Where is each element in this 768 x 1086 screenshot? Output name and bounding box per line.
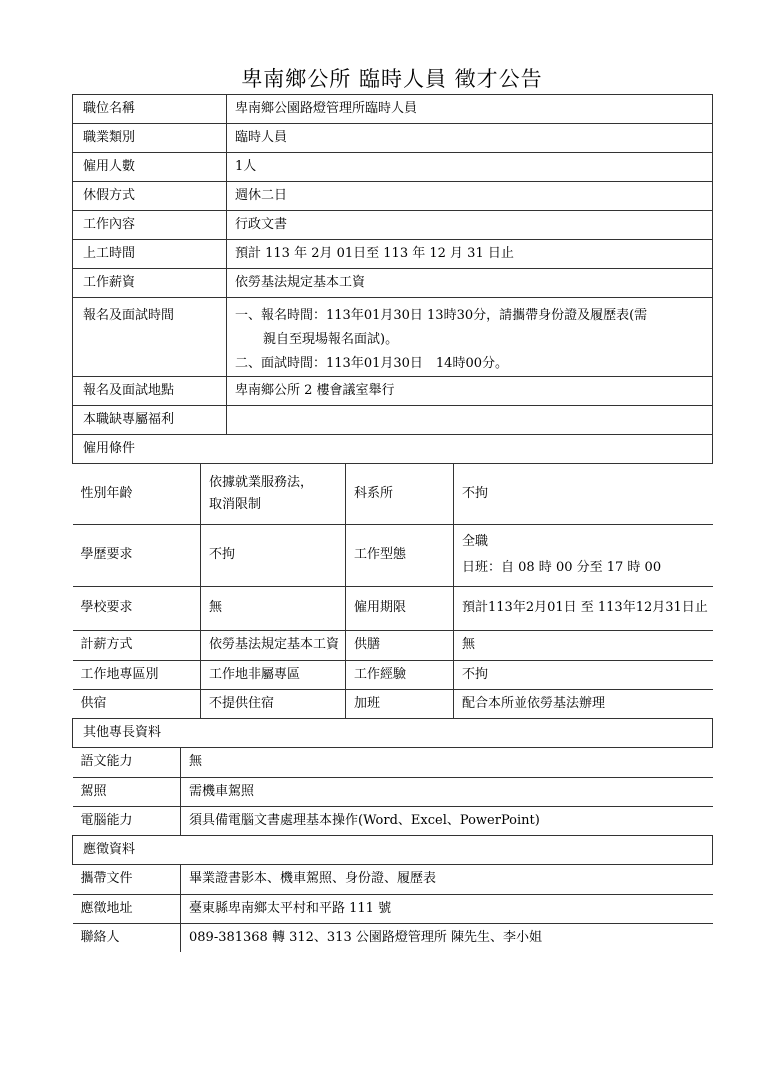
table-row: [73, 211, 713, 240]
condition-value: 無: [201, 586, 346, 630]
section-header: 應徵資料: [73, 836, 713, 865]
table-row: [73, 153, 713, 182]
condition-label: 學校要求: [73, 586, 201, 630]
field-value: [227, 406, 713, 435]
conditions-table: [73, 464, 713, 718]
condition-label: 計薪方式: [73, 630, 201, 660]
field-label: 報名及面試時間: [73, 298, 227, 377]
skill-value: 需機車駕照: [181, 777, 713, 806]
condition-value: 配合本所並依勞基法辦理: [454, 689, 713, 718]
condition-value: 不拘: [454, 464, 713, 524]
field-value: 預計 113 年 2月 01日至 113 年 12 月 31 日止: [227, 240, 713, 269]
condition-value: 不拘: [454, 660, 713, 689]
condition-label: 供宿: [73, 689, 201, 718]
table-row: [73, 660, 713, 689]
skills-block: [73, 748, 713, 836]
apply-value: 089-381368 轉 312、313 公園路燈管理所 陳先生、李小姐: [181, 923, 713, 952]
conditions-row: [73, 464, 713, 719]
condition-label: 加班: [346, 689, 454, 718]
condition-value: 工作地非屬專區: [201, 660, 346, 689]
condition-value: [454, 524, 713, 586]
field-label: 僱用人數: [73, 153, 227, 182]
apply-label: 攜帶文件: [73, 865, 181, 894]
skill-label: 電腦能力: [73, 806, 181, 835]
condition-label: 學歷要求: [73, 524, 201, 586]
apply-value: 臺東縣卑南鄉太平村和平路 111 號: [181, 894, 713, 923]
field-label: 本職缺專屬福利: [73, 406, 227, 435]
field-label: 工作內容: [73, 211, 227, 240]
skill-value: 須具備電腦文書處理基本操作(Word、Excel、PowerPoint): [181, 806, 713, 835]
condition-value: 不拘: [201, 524, 346, 586]
table-row: [73, 377, 713, 406]
table-row: [73, 894, 713, 923]
table-row: [73, 524, 713, 586]
field-value: 卑南鄉公所 2 樓會議室舉行: [227, 377, 713, 406]
field-value: 臨時人員: [227, 124, 713, 153]
interview-time-line1: 一、報名時間：113年01月30日 13時30分，請攜帶身份證及履歷表(需: [235, 308, 648, 323]
skill-value: 無: [181, 748, 713, 777]
interview-time-line1b: 親自至現場報名面試)。: [263, 332, 399, 347]
table-row: [73, 777, 713, 806]
interview-time-line2: 二、面試時間：113年01月30日 14時00分。: [235, 356, 508, 371]
condition-label: 供膳: [346, 630, 454, 660]
table-row: [73, 689, 713, 718]
section-header: 僱用條件: [73, 435, 713, 464]
skills-row: [73, 748, 713, 836]
apply-label: 聯絡人: [73, 923, 181, 952]
condition-label: 工作經驗: [346, 660, 454, 689]
condition-value: 不提供住宿: [201, 689, 346, 718]
field-label: 職業類別: [73, 124, 227, 153]
field-value: 行政文書: [227, 211, 713, 240]
table-row: [73, 182, 713, 211]
field-label: 職位名稱: [73, 95, 227, 124]
apply-block: [73, 865, 713, 953]
table-row: [73, 865, 713, 894]
condition-value: 無: [454, 630, 713, 660]
interview-time-value: [227, 298, 713, 377]
field-value: 週休二日: [227, 182, 713, 211]
condition-label: 工作型態: [346, 524, 454, 586]
field-value: 依勞基法規定基本工資: [227, 269, 713, 298]
condition-value-line: 取消限制: [209, 496, 262, 512]
table-row: [73, 923, 713, 952]
table-row: [73, 630, 713, 660]
condition-value-line: 依據就業服務法，: [209, 474, 314, 490]
table-row: [73, 124, 713, 153]
section-header-row: [73, 435, 713, 464]
section-header-row: [73, 719, 713, 748]
apply-row: [73, 865, 713, 953]
table-row: [73, 406, 713, 435]
condition-label: 工作地專區別: [73, 660, 201, 689]
table-row: [73, 464, 713, 524]
skill-label: 駕照: [73, 777, 181, 806]
field-value: 1人: [227, 153, 713, 182]
field-label: 上工時間: [73, 240, 227, 269]
conditions-block: [73, 464, 713, 719]
table-row: [73, 586, 713, 630]
section-header: 其他專長資料: [73, 719, 713, 748]
condition-value: 依勞基法規定基本工資: [201, 630, 346, 660]
field-value: 卑南鄉公園路燈管理所臨時人員: [227, 95, 713, 124]
table-row: [73, 95, 713, 124]
skills-table: [73, 748, 713, 835]
condition-label: 僱用期限: [346, 586, 454, 630]
table-row: [73, 269, 713, 298]
job-posting-table: [72, 94, 713, 952]
skill-label: 語文能力: [73, 748, 181, 777]
condition-value-line: 全職: [462, 534, 489, 549]
condition-value: [201, 464, 346, 524]
apply-table: [73, 865, 713, 952]
section-header-row: [73, 836, 713, 865]
table-row: [73, 748, 713, 777]
field-label: 報名及面試地點: [73, 377, 227, 406]
apply-label: 應徵地址: [73, 894, 181, 923]
condition-value: 預計113年2月01日 至 113年12月31日止: [454, 586, 713, 630]
condition-label: 科系所: [346, 464, 454, 524]
table-row: [73, 298, 713, 377]
table-row: [73, 806, 713, 835]
field-label: 工作薪資: [73, 269, 227, 298]
apply-value: 畢業證書影本、機車駕照、身份證、履歷表: [181, 865, 713, 894]
condition-value-line: 日班：自 08 時 00 分至 17 時 00: [462, 560, 662, 575]
field-label: 休假方式: [73, 182, 227, 211]
condition-label: 性別年齡: [73, 464, 201, 524]
table-row: [73, 240, 713, 269]
page-title: 卑南鄉公所 臨時人員 徵才公告: [241, 67, 543, 91]
